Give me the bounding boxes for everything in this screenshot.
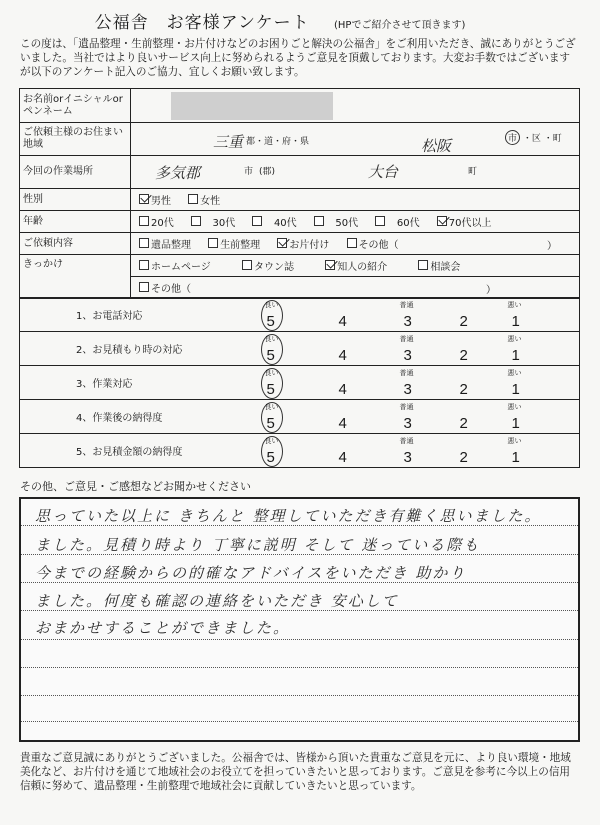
age-20s-checkbox[interactable]: [139, 214, 174, 229]
option-label: 30代: [212, 217, 236, 229]
score-4[interactable]: 4: [338, 449, 347, 466]
trigger-other-field: [131, 277, 580, 299]
score-1[interactable]: 1: [511, 381, 520, 398]
score-2[interactable]: 2: [459, 381, 468, 398]
comment-line: ました。見積り時より 丁寧に説明 そして 迷っている際も: [35, 536, 481, 554]
rating-item-label: 4、作業後の納得度: [20, 400, 220, 434]
trigger-referral-checkbox[interactable]: [325, 258, 387, 273]
score-4[interactable]: 4: [338, 381, 347, 398]
city-option-machi[interactable]: ・町: [543, 134, 562, 144]
prefecture-options: 都・道・府・県: [246, 137, 310, 147]
option-label: その他（: [151, 283, 191, 295]
trigger-seminar-checkbox[interactable]: [418, 258, 460, 273]
residence-label: ご依頼主様のお住まい地域: [20, 123, 131, 156]
request-options: [131, 233, 580, 255]
rating-item-label: 5、お見積金額の納得度: [20, 434, 220, 468]
redacted-name: [171, 92, 333, 120]
checkbox-checked-icon: [277, 238, 287, 248]
work-location-label: 今回の作業場所: [20, 156, 131, 189]
anchor-normal: 普通: [399, 335, 414, 343]
request-katazuke-checkbox[interactable]: [277, 236, 329, 251]
county-handwritten: 多気郡: [155, 164, 201, 182]
score-3[interactable]: 3: [403, 449, 412, 466]
option-label: 知人の紹介: [337, 261, 388, 273]
score-2[interactable]: 2: [459, 449, 468, 466]
score-3[interactable]: 3: [403, 347, 412, 364]
score-2[interactable]: 2: [459, 313, 468, 330]
age-label: 年齢: [20, 211, 131, 233]
ruled-line: [21, 721, 578, 722]
checkbox-icon: [242, 260, 252, 270]
trigger-label: きっかけ: [20, 255, 131, 299]
rating-item-label: 1、お電話対応: [20, 298, 220, 332]
anchor-bad: 悪い: [507, 369, 522, 377]
option-label: タウン誌: [254, 261, 294, 273]
anchor-good: 良い: [264, 437, 279, 445]
comment-line: 今までの経験からの的確なアドバイスをいただき 助かり: [35, 564, 467, 582]
checkbox-icon: [208, 238, 218, 248]
age-40s-checkbox[interactable]: [252, 214, 296, 229]
age-30s-checkbox[interactable]: [191, 214, 235, 229]
intro-paragraph: この度は、「遺品整理・生前整理・お片付けなどのお困りごと解決の公福舎」をご利用いただき、誠にありがとうございました。当社ではより良いサービス向上に努められるようご意見を頂戴しております。大変お手数ではございますが以下のアンケート記入のご協力、宜しくお願い致します。: [20, 38, 576, 78]
comments-textarea[interactable]: [19, 497, 580, 742]
checkbox-icon: [347, 238, 357, 248]
close-paren: ）: [486, 285, 496, 296]
city-options: [505, 130, 562, 145]
anchor-good: 良い: [264, 335, 279, 343]
anchor-good: 良い: [264, 403, 279, 411]
request-ihin-checkbox[interactable]: [139, 236, 191, 251]
rating-item-label: 2、お見積もり時の対応: [20, 332, 220, 366]
rating-scale[interactable]: [220, 400, 580, 434]
row-residence: [20, 123, 580, 156]
checkbox-icon: [252, 216, 262, 226]
option-label: お片付け: [289, 239, 330, 251]
score-3[interactable]: 3: [403, 381, 412, 398]
score-4[interactable]: 4: [338, 347, 347, 364]
residence-field[interactable]: [131, 123, 580, 156]
close-paren: ）: [547, 241, 557, 252]
work-location-field[interactable]: [131, 156, 580, 189]
ruled-line: [21, 639, 578, 640]
city-handwritten: 松阪: [421, 137, 452, 155]
row-gender: [20, 189, 580, 211]
comments-label: その他、ご意見・ご感想などお聞かせください: [20, 480, 251, 493]
rating-row: [20, 298, 580, 332]
anchor-bad: 悪い: [507, 403, 522, 411]
ruled-line: [21, 695, 578, 696]
checkbox-icon: [191, 216, 201, 226]
page-title: [95, 13, 466, 33]
row-work-location: [20, 156, 580, 189]
score-2[interactable]: 2: [459, 415, 468, 432]
comment-line: ました。何度も確認の連絡をいただき 安心して: [35, 592, 399, 610]
option-label: 70代以上: [448, 217, 492, 229]
trigger-options: [131, 255, 580, 277]
rating-row: [20, 434, 580, 468]
checkbox-icon: [139, 238, 149, 248]
option-label: 40代: [273, 217, 297, 229]
request-seizen-checkbox[interactable]: [208, 236, 260, 251]
gender-male-checkbox[interactable]: [139, 192, 171, 207]
trigger-townmag-checkbox[interactable]: [242, 258, 294, 273]
score-4[interactable]: 4: [338, 313, 347, 330]
option-label: 遺品整理: [151, 239, 191, 251]
town-label: 町: [468, 167, 478, 177]
option-label: 生前整理: [220, 239, 261, 251]
checkbox-checked-icon: [139, 194, 149, 204]
trigger-homepage-checkbox[interactable]: [139, 258, 211, 273]
city-label: 市: [244, 167, 254, 177]
anchor-normal: 普通: [399, 437, 414, 445]
option-label: 男性: [151, 195, 171, 207]
anchor-normal: 普通: [399, 301, 414, 309]
score-5[interactable]: 5: [266, 313, 275, 330]
rating-row: [20, 400, 580, 434]
checkbox-icon: [139, 282, 149, 292]
option-label: 相談会: [430, 261, 461, 273]
anchor-bad: 悪い: [507, 335, 522, 343]
option-label: ホームページ: [151, 261, 211, 273]
county-label: (郡): [259, 167, 276, 177]
option-label: その他（: [358, 239, 399, 251]
name-label: お名前orイニシャルorペンネーム: [20, 89, 131, 123]
score-2[interactable]: 2: [459, 347, 468, 364]
option-label: 60代: [396, 217, 420, 229]
row-request: [20, 233, 580, 255]
gender-female-checkbox[interactable]: [188, 192, 220, 207]
comment-line: おまかせすることができました。: [35, 619, 291, 637]
score-5[interactable]: 5: [266, 381, 275, 398]
anchor-bad: 悪い: [507, 437, 522, 445]
anchor-normal: 普通: [399, 369, 414, 377]
rating-row: [20, 332, 580, 366]
comment-line: 思っていた以上に きちんと 整理していただき有難く思いました。: [35, 507, 542, 525]
rating-scale[interactable]: [220, 298, 580, 332]
option-label: 女性: [200, 195, 221, 207]
score-5[interactable]: 5: [266, 415, 275, 432]
score-4[interactable]: 4: [338, 415, 347, 432]
customer-info-table: [19, 88, 580, 299]
checkbox-icon: [188, 194, 198, 204]
checkbox-checked-icon: [437, 216, 447, 226]
anchor-normal: 普通: [399, 403, 414, 411]
anchor-good: 良い: [264, 369, 279, 377]
rating-table: [19, 297, 580, 468]
score-3[interactable]: 3: [403, 415, 412, 432]
trigger-other-checkbox[interactable]: [139, 280, 191, 295]
title-text: 公福舎 お客様アンケート: [94, 13, 310, 33]
score-1[interactable]: 1: [511, 313, 520, 330]
score-5[interactable]: 5: [266, 347, 275, 364]
name-field[interactable]: [131, 89, 580, 123]
checkbox-icon: [418, 260, 428, 270]
age-60s-checkbox[interactable]: [375, 214, 419, 229]
score-1[interactable]: 1: [511, 415, 520, 432]
row-age: [20, 211, 580, 233]
age-options: [131, 211, 580, 233]
score-1[interactable]: 1: [511, 449, 520, 466]
checkbox-icon: [375, 216, 385, 226]
town-handwritten: 大台: [368, 163, 399, 181]
option-label: 20代: [151, 217, 174, 229]
option-label: 50代: [335, 217, 359, 229]
city-option-ku[interactable]: ・区: [522, 134, 541, 144]
checkbox-icon: [314, 216, 324, 226]
anchor-good: 良い: [264, 301, 279, 309]
row-name: [20, 89, 580, 123]
score-1[interactable]: 1: [511, 347, 520, 364]
age-50s-checkbox[interactable]: [314, 214, 358, 229]
request-label: ご依頼内容: [20, 233, 131, 255]
rating-scale[interactable]: [220, 434, 580, 468]
gender-label: 性別: [20, 189, 131, 211]
ruled-line: [21, 667, 578, 668]
header: [0, 8, 600, 33]
score-3[interactable]: 3: [403, 313, 412, 330]
age-70plus-checkbox[interactable]: [437, 214, 492, 229]
request-other-checkbox[interactable]: [347, 236, 399, 251]
row-trigger: [20, 255, 580, 277]
footer-paragraph: 貴重なご意見誠にありがとうございました。公福舎では、皆様から頂いた貴重なご意見を元に、より良い環境・地域美化など、お片付けを通じて地域社会のお役立てを担っていきたいと思っております。ご意見を参考に今以上の信用信頼に努めて、遺品整理・生前整理で地域社会に貢献していきたいと思っています。: [20, 752, 571, 792]
prefecture-handwritten: 三重: [213, 133, 244, 151]
rating-scale[interactable]: [220, 366, 580, 400]
gender-options: [131, 189, 580, 211]
score-5[interactable]: 5: [266, 449, 275, 466]
city-option-shi[interactable]: 市: [505, 130, 520, 145]
checkbox-checked-icon: [325, 260, 335, 270]
checkbox-icon: [139, 216, 149, 226]
rating-row: [20, 366, 580, 400]
title-subtitle: (HPでご紹介させて頂きます): [334, 20, 466, 31]
anchor-bad: 悪い: [507, 301, 522, 309]
checkbox-icon: [139, 260, 149, 270]
rating-scale[interactable]: [220, 332, 580, 366]
rating-item-label: 3、作業対応: [20, 366, 220, 400]
